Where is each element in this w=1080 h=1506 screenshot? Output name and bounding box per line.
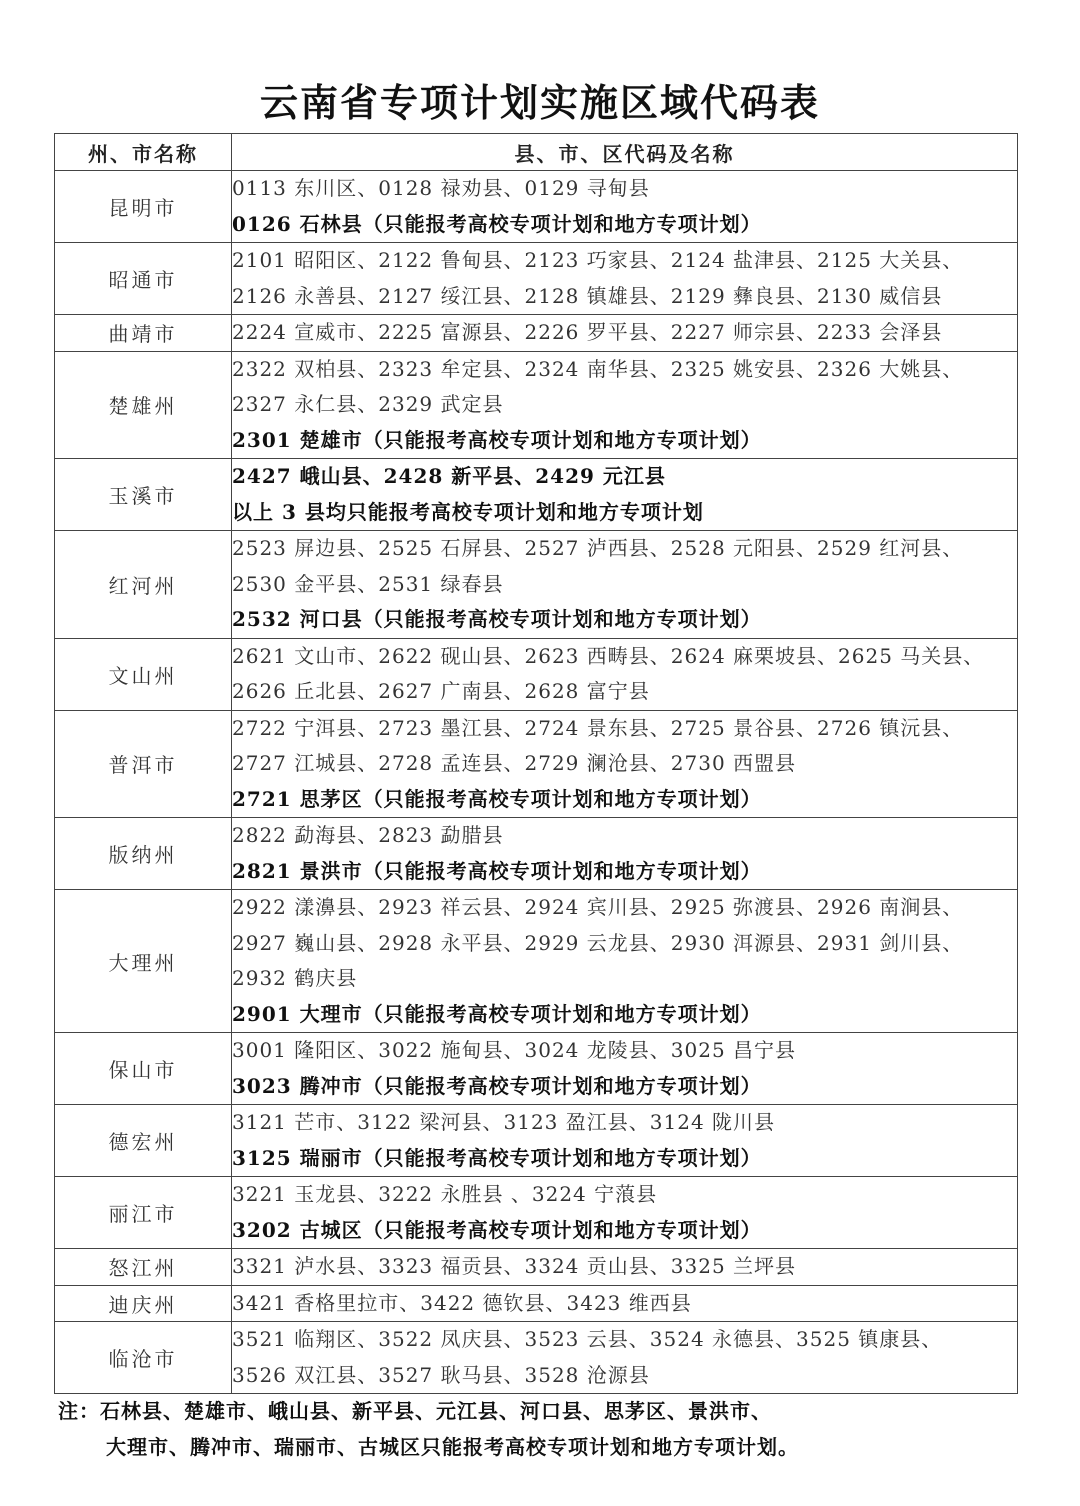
county-line: 2224 宣威市、2225 富源县、2226 罗平县、2227 师宗县、2233 会泽县	[232, 320, 943, 344]
footnote-line-2: 大理市、腾冲市、瑞丽市、古城区只能报考高校专项计划和地方专项计划。	[106, 1435, 799, 1459]
table-row	[55, 890, 1018, 1033]
table-row	[55, 351, 1018, 459]
table-row	[55, 710, 1018, 818]
county-line: 2427 峨山县、2428 新平县、2429 元江县	[232, 464, 666, 488]
county-list	[232, 638, 1018, 710]
county-line: 2721 思茅区（只能报考高校专项计划和地方专项计划）	[232, 786, 762, 811]
county-line: 3202 古城区（只能报考高校专项计划和地方专项计划）	[232, 1217, 762, 1242]
county-line: 0126 石林县（只能报考高校专项计划和地方专项计划）	[232, 211, 762, 236]
table-row	[55, 638, 1018, 710]
table-row	[55, 315, 1018, 352]
county-line: 3321 泸水县、3323 福贡县、3324 贡山县、3325 兰坪县	[232, 1254, 797, 1278]
county-line: 2523 屏边县、2525 石屏县、2527 泸西县、2528 元阳县、2529 红河县、	[232, 536, 964, 560]
county-list	[232, 890, 1018, 1033]
county-list	[232, 315, 1018, 352]
county-line: 3121 芒市、3122 梁河县、3123 盈江县、3124 陇川县	[232, 1110, 776, 1134]
county-list	[232, 459, 1018, 531]
county-list	[232, 531, 1018, 639]
footnote-line-1: 注：石林县、楚雄市、峨山县、新平县、元江县、河口县、思茅区、景洪市、	[58, 1399, 772, 1423]
county-line: 3125 瑞丽市（只能报考高校专项计划和地方专项计划）	[232, 1145, 762, 1170]
region-name: 丽江市	[55, 1177, 232, 1249]
county-line: 2532 河口县（只能报考高校专项计划和地方专项计划）	[232, 607, 762, 631]
table-row	[55, 1177, 1018, 1249]
county-line: 2727 江城县、2728 孟连县、2729 澜沧县、2730 西盟县	[232, 751, 797, 775]
county-line: 2322 双柏县、2323 牟定县、2324 南华县、2325 姚安县、2326 大姚县、	[232, 356, 964, 381]
county-list	[232, 818, 1018, 890]
table-row	[55, 1033, 1018, 1105]
header-region: 州、市名称	[55, 134, 232, 171]
county-line: 以上 3 县均只能报考高校专项计划和地方专项计划	[232, 499, 704, 524]
table-row	[55, 531, 1018, 639]
region-code-table	[54, 133, 1018, 1394]
region-name: 大理州	[55, 890, 232, 1033]
county-list	[232, 1285, 1018, 1322]
region-name: 昭通市	[55, 243, 232, 315]
region-name: 曲靖市	[55, 315, 232, 352]
table-header-row	[55, 134, 1018, 171]
county-line: 2922 漾濞县、2923 祥云县、2924 宾川县、2925 弥渡县、2926 南涧县、	[232, 895, 964, 919]
county-line: 3421 香格里拉市、3422 德钦县、3423 维西县	[232, 1290, 692, 1315]
county-line: 3001 隆阳区、3022 施甸县、3024 龙陵县、3025 昌宁县	[232, 1038, 797, 1062]
region-name: 保山市	[55, 1033, 232, 1105]
county-list	[232, 710, 1018, 818]
table-row	[55, 818, 1018, 890]
region-name: 楚雄州	[55, 351, 232, 459]
county-line: 2301 楚雄市（只能报考高校专项计划和地方专项计划）	[232, 427, 762, 452]
county-line: 2101 昭阳区、2122 鲁甸县、2123 巧家县、2124 盐津县、2125 大关县、	[232, 248, 964, 272]
table-row	[55, 1285, 1018, 1322]
region-name: 文山州	[55, 638, 232, 710]
county-line: 3521 临翔区、3522 凤庆县、3523 云县、3524 永德县、3525 镇康县、	[232, 1327, 943, 1351]
region-name: 红河州	[55, 531, 232, 639]
county-line: 2821 景洪市（只能报考高校专项计划和地方专项计划）	[232, 858, 762, 883]
county-list	[232, 1105, 1018, 1177]
county-line: 2621 文山市、2622 砚山县、2623 西畴县、2624 麻栗坡县、2625 马关县、	[232, 643, 985, 668]
header-codes: 县、市、区代码及名称	[232, 134, 1018, 171]
region-name: 迪庆州	[55, 1285, 232, 1322]
county-line: 3023 腾冲市（只能报考高校专项计划和地方专项计划）	[232, 1073, 762, 1098]
region-name: 版纳州	[55, 818, 232, 890]
county-line: 2932 鹤庆县	[232, 966, 358, 990]
table-row	[55, 243, 1018, 315]
table-row	[55, 171, 1018, 243]
county-line: 0113 东川区、0128 禄劝县、0129 寻甸县	[232, 176, 650, 200]
region-name: 玉溪市	[55, 459, 232, 531]
county-line: 2126 永善县、2127 绥江县、2128 镇雄县、2129 彝良县、2130 威信县	[232, 283, 943, 308]
county-line: 2626 丘北县、2627 广南县、2628 富宁县	[232, 679, 650, 703]
table-row	[55, 1105, 1018, 1177]
county-line: 2901 大理市（只能报考高校专项计划和地方专项计划）	[232, 1001, 762, 1026]
county-list	[232, 351, 1018, 459]
region-name: 德宏州	[55, 1105, 232, 1177]
county-list	[232, 1322, 1018, 1394]
county-list	[232, 1249, 1018, 1286]
county-line: 3221 玉龙县、3222 永胜县 、3224 宁蒗县	[232, 1182, 658, 1206]
county-list	[232, 243, 1018, 315]
region-name: 临沧市	[55, 1322, 232, 1394]
county-list	[232, 1033, 1018, 1105]
region-name: 怒江州	[55, 1249, 232, 1286]
table-row	[55, 459, 1018, 531]
county-line: 2722 宁洱县、2723 墨江县、2724 景东县、2725 景谷县、2726 镇沅县、	[232, 715, 964, 740]
county-list	[232, 1177, 1018, 1249]
county-line: 2927 巍山县、2928 永平县、2929 云龙县、2930 洱源县、2931 剑川县、	[232, 930, 964, 955]
table-row	[55, 1322, 1018, 1394]
page-title: 云南省专项计划实施区域代码表	[259, 80, 820, 125]
region-name: 昆明市	[55, 171, 232, 243]
table-row	[55, 1249, 1018, 1286]
county-line: 2530 金平县、2531 绿春县	[232, 571, 504, 596]
county-list	[232, 171, 1018, 243]
county-line: 2327 永仁县、2329 武定县	[232, 392, 504, 416]
footnote	[58, 1393, 1038, 1465]
table-body	[55, 171, 1018, 1394]
county-line: 2822 勐海县、2823 勐腊县	[232, 823, 504, 847]
region-name: 普洱市	[55, 710, 232, 818]
county-line: 3526 双江县、3527 耿马县、3528 沧源县	[232, 1362, 650, 1387]
